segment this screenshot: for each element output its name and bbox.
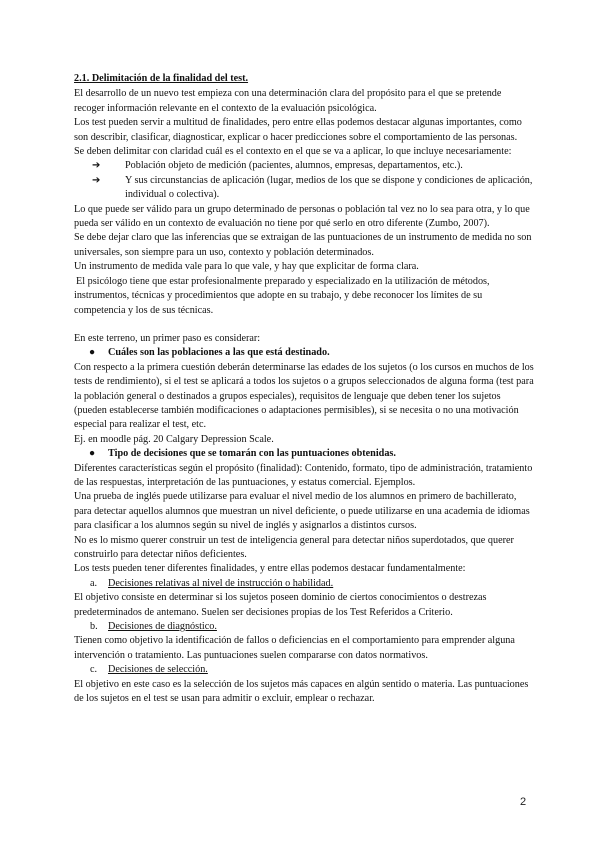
bullet-text: Tipo de decisiones que se tomarán con las puntuaciones obtenidas. [108,448,396,460]
arrow-icon: ➔ [92,160,101,172]
decision-item [74,663,534,677]
arrow-list-item [92,159,534,173]
paragraph: Se debe dejar claro que las inferencias que se extraigan de las puntuaciones de un instrumento de medida no son universales, son siempre para un uso, contexto y población determinados. [74,232,532,258]
decision-letter: c. [90,664,98,676]
paragraph: Diferentes características según el propósito (finalidad): Contenido, formato, tipo de administración, tratamiento de las respuestas, interpretación de las puntuaciones, y estatus comercial. Ejemplos. [74,462,533,488]
bullet-icon: ● [89,448,96,460]
paragraph: Tienen como objetivo la identificación de fallos o deficiencias en el comportamiento para emprender alguna intervención o tratamiento. Las puntuaciones suelen compararse con datos normativos. [74,635,515,661]
decision-letter: a. [90,577,98,589]
paragraph: El desarrollo de un nuevo test empieza con una determinación clara del propósito para el que se pretende recoger información relevante en el contexto de la evaluación psicológica. [74,88,502,114]
decision-title: Decisiones de selección. [108,664,208,676]
paragraph: Un instrumento de medida vale para lo que vale, y hay que explicitar de forma clara. [74,261,419,273]
bullet-list-item [74,346,534,360]
document-body [74,72,534,706]
paragraph: En este terreno, un primer paso es considerar: [74,332,261,344]
decision-item [74,620,534,634]
paragraph: Se deben delimitar con claridad cuál es el contexto en el que se va a aplicar, lo que incluye necesariamente: [74,146,512,158]
paragraph: El psicólogo tiene que estar profesionalmente preparado y especializado en la utilización de métodos, instrumentos, técnicas y procedimientos que adopte en su trabajo, y debe reconocer los límites de su competencia y los de sus técnicas. [74,275,490,316]
decision-letter: b. [90,621,98,633]
arrow-list-text: Y sus circunstancias de aplicación (lugar, medios de los que se dispone y condiciones de aplicación, individual o colectiva). [125,174,533,201]
arrow-icon: ➔ [92,174,101,186]
paragraph: Lo que puede ser válido para un grupo determinado de personas o población tal vez no lo sea para otra, y lo que pueda ser válido en un contexto de evaluación no tiene por qué serlo en otro diferente (Zumbo, 2007). [74,203,530,230]
paragraph: Los test pueden servir a multitud de finalidades, pero entre ellas podemos destacar algunas importantes, como son describir, clasificar, diagnosticar, explicar o hacer predicciones sobre el comportamiento de las personas. [74,117,522,143]
page-number: 2 [520,796,527,808]
paragraph: Ej. en moodle pág. 20 Calgary Depression Scale. [74,433,274,445]
bullet-list-item [74,447,534,461]
decision-item [74,577,534,591]
arrow-list-item [92,174,534,203]
bullet-text: Cuáles son las poblaciones a las que está destinado. [108,347,330,359]
arrow-list-text: Población objeto de medición (pacientes, alumnos, empresas, departamentos, etc.). [125,160,463,172]
paragraph: No es lo mismo querer construir un test de inteligencia general para detectar niños superdotados, que querer construirlo para detectar niños deficientes. [74,534,514,560]
decision-title: Decisiones relativas al nivel de instrucción o habilidad. [108,577,334,589]
paragraph: El objetivo consiste en determinar si los sujetos poseen dominio de ciertos conocimientos o destrezas predeterminados de antemano. Suelen ser decisiones propias de los Test Referidos a Criterio. [74,592,487,618]
decision-title: Decisiones de diagnóstico. [108,621,217,633]
paragraph: Los tests pueden tener diferentes finalidades, y entre ellas podemos destacar fundamentalmente: [74,563,466,575]
paragraph: Una prueba de inglés puede utilizarse para evaluar el nivel medio de los alumnos en primero de bachillerato, para detectar aquellos alumnos que muestran un nivel deficiente, o puede utilizarse en una academia de idiomas para clasificar a los alumnos según su nivel de inglés y asignarlos a distintos cursos. [74,491,530,532]
paragraph: El objetivo en este caso es la selección de los sujetos más capaces en algún sentido o materia. Las puntuaciones de los sujetos en el test se usan para admitir o excluir, emplear o rechazar. [74,678,529,705]
paragraph: Con respecto a la primera cuestión deberán determinarse las edades de los sujetos (o los cursos en muchos de los tests de rendimiento), si el test se aplicará a todos los sujetos o a grupos seleccionados de alguna forma (test para la población general o destinados a grupos especiales), requisitos de lenguaje que deben tener los sujetos (pueden establecerse también modificaciones o adaptaciones permisibles), si se necesita o no una motivación especial para realizar el test, etc. [74,361,534,431]
spacer [74,318,534,332]
section-heading: 2.1. Delimitación de la finalidad del test. [74,73,249,84]
bullet-icon: ● [89,347,96,359]
